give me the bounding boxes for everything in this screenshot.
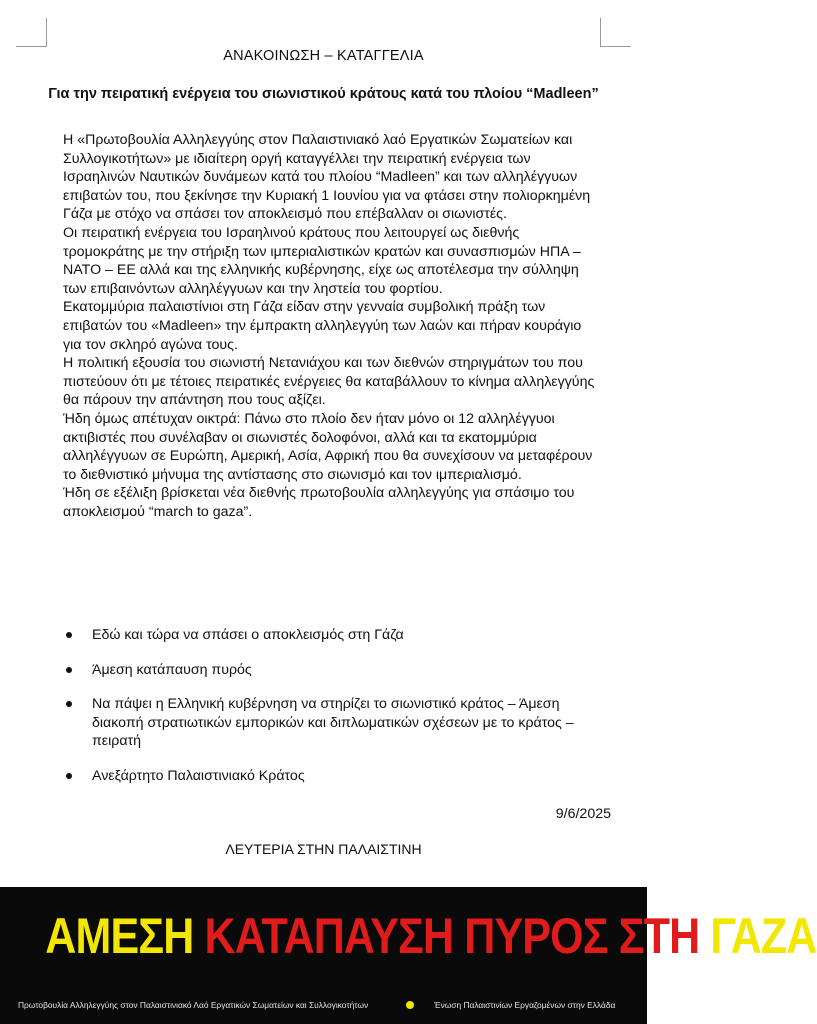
banner-slogan	[45, 901, 817, 971]
banner-word: ΣΤΗ	[618, 908, 700, 964]
organization-name: Ένωση Παλαιστινίων Εργαζομένων στην Ελλάδα	[434, 1000, 616, 1010]
paragraph: Εκατομμύρια παλαιστίνιοι στη Γάζα είδαν στην γενναία συμβολική πράξη των επιβατών του «Madleen» την έμπρακτη αλληλεγγύη των λαών και πήραν κουράγιο για τον σκληρό αγώνα τους.	[63, 299, 582, 353]
list-item	[66, 626, 606, 645]
document-date: 9/6/2025	[555, 806, 611, 822]
separator-dot-icon	[406, 1001, 414, 1009]
closing-slogan: ΛΕΥΤΕΡΙΑ ΣΤΗΝ ΠΑΛΑΙΣΤΙΝΗ	[225, 841, 422, 857]
document-body	[63, 131, 603, 521]
bullet-icon	[66, 773, 72, 779]
paragraph: Ήδη σε εξέλιξη βρίσκεται νέα διεθνής πρωτοβουλία αλληλεγγύης για σπάσιμο του αποκλεισμού “march to gaza”.	[63, 485, 575, 520]
banner-word: ΚΑΤΑΠΑΥΣΗ	[204, 908, 454, 964]
list-item-text: Εδώ και τώρα να σπάσει ο αποκλεισμός στη Γάζα	[92, 627, 404, 643]
crop-mark-top-right	[600, 18, 631, 47]
banner-word: ΠΥΡΟΣ	[464, 908, 608, 964]
list-item-text: Να πάψει η Ελληνική κυβέρνηση να στηρίζει το σιωνιστικό κράτος – Άμεση διακοπή στρατιωτικών εμπορικών και διπλωματικών σχέσεων με το κράτος – πειρατή	[92, 696, 574, 750]
organization-name: Πρωτοβουλία Αλληλεγγύης στον Παλαιστινιακό Λαό Εργατικών Σωματείων και Συλλογικοτήτων	[18, 1000, 369, 1010]
paragraph: Η πολιτική εξουσία του σιωνιστή Νετανιάχου και των διεθνών στηριγμάτων του που πιστεύουν ότι με τέτοιες πειρατικές ενέργειες θα καταβάλλουν το κίνημα αλληλεγγύης θα πάρουν την απάντηση που τους αξίζει.	[63, 355, 595, 409]
list-item-text: Άμεση κατάπαυση πυρός	[92, 661, 252, 678]
slogan-banner	[0, 887, 817, 1024]
banner-word: ΑΜΕΣΗ	[45, 908, 194, 964]
paragraph: Οι πειρατική ενέργεια του Ισραηλινού κράτους που λειτουργεί ως διεθνής τρομοκράτης με την στήριξη των ιμπεριαλιστικών κρατών και συνασπισμών ΗΠΑ – ΝΑΤΟ – ΕΕ αλλά και της ελληνικής κυβέρνησης, είχε ως αποτέλεσμα την σύλληψη των επιβαινόντων αλληλέγγυων και την ληστεία του φορτίου.	[63, 224, 581, 297]
list-item	[66, 767, 606, 786]
paragraph: Η «Πρωτοβουλία Αλληλεγγύης στον Παλαιστινιακό λαό Εργατικών Σωματείων και Συλλογικοτήτων» με ιδιαίτερη οργή καταγγέλλει την πειρατική ενέργεια των Ισραηλινών Ναυτικών δυνάμεων κατά του πλοίου “Madleen” και των αλληλέγγυων επιβατών του, που ξεκίνησε την Κυριακή 1 Ιουνίου για να φτάσει στην πολιορκημένη Γάζα με στόχο να σπάσει τον αποκλεισμό που επέβαλλαν οι σιωνιστές.	[63, 132, 591, 223]
bullet-icon	[66, 667, 72, 673]
list-item	[66, 695, 606, 751]
demands-list	[66, 626, 606, 802]
list-item-text: Ανεξάρτητο Παλαιστινιακό Κράτος	[92, 767, 305, 784]
crop-mark-top-left	[16, 18, 47, 47]
paragraph: Ήδη όμως απέτυχαν οικτρά: Πάνω στο πλοίο δεν ήταν μόνο οι 12 αλληλέγγυοι ακτιβιστές που συνέλαβαν οι σιωνιστές δολοφόνοι, αλλά και τα εκατομμύρια αλληλέγγυων σε Ευρώπη, Αμερική, Ασία, Αφρική που θα συνεχίσουν να μεταφέρουν το διεθνιστικό μήνυμα της αντίστασης στο σιωνισμό και τον ιμπεριαλισμό.	[63, 410, 593, 483]
document-title: ΑΝΑΚΟΙΝΩΣΗ – ΚΑΤΑΓΓΕΛΙΑ	[223, 48, 424, 64]
list-item	[66, 661, 606, 680]
banner-footer	[14, 1000, 634, 1016]
document-subtitle: Για την πειρατική ενέργεια του σιωνιστικού κράτους κατά του πλοίου “Madleen”	[48, 86, 599, 102]
banner-word: ΓΑΖΑ	[710, 908, 817, 964]
bullet-icon	[66, 701, 72, 707]
bullet-icon	[66, 632, 72, 638]
